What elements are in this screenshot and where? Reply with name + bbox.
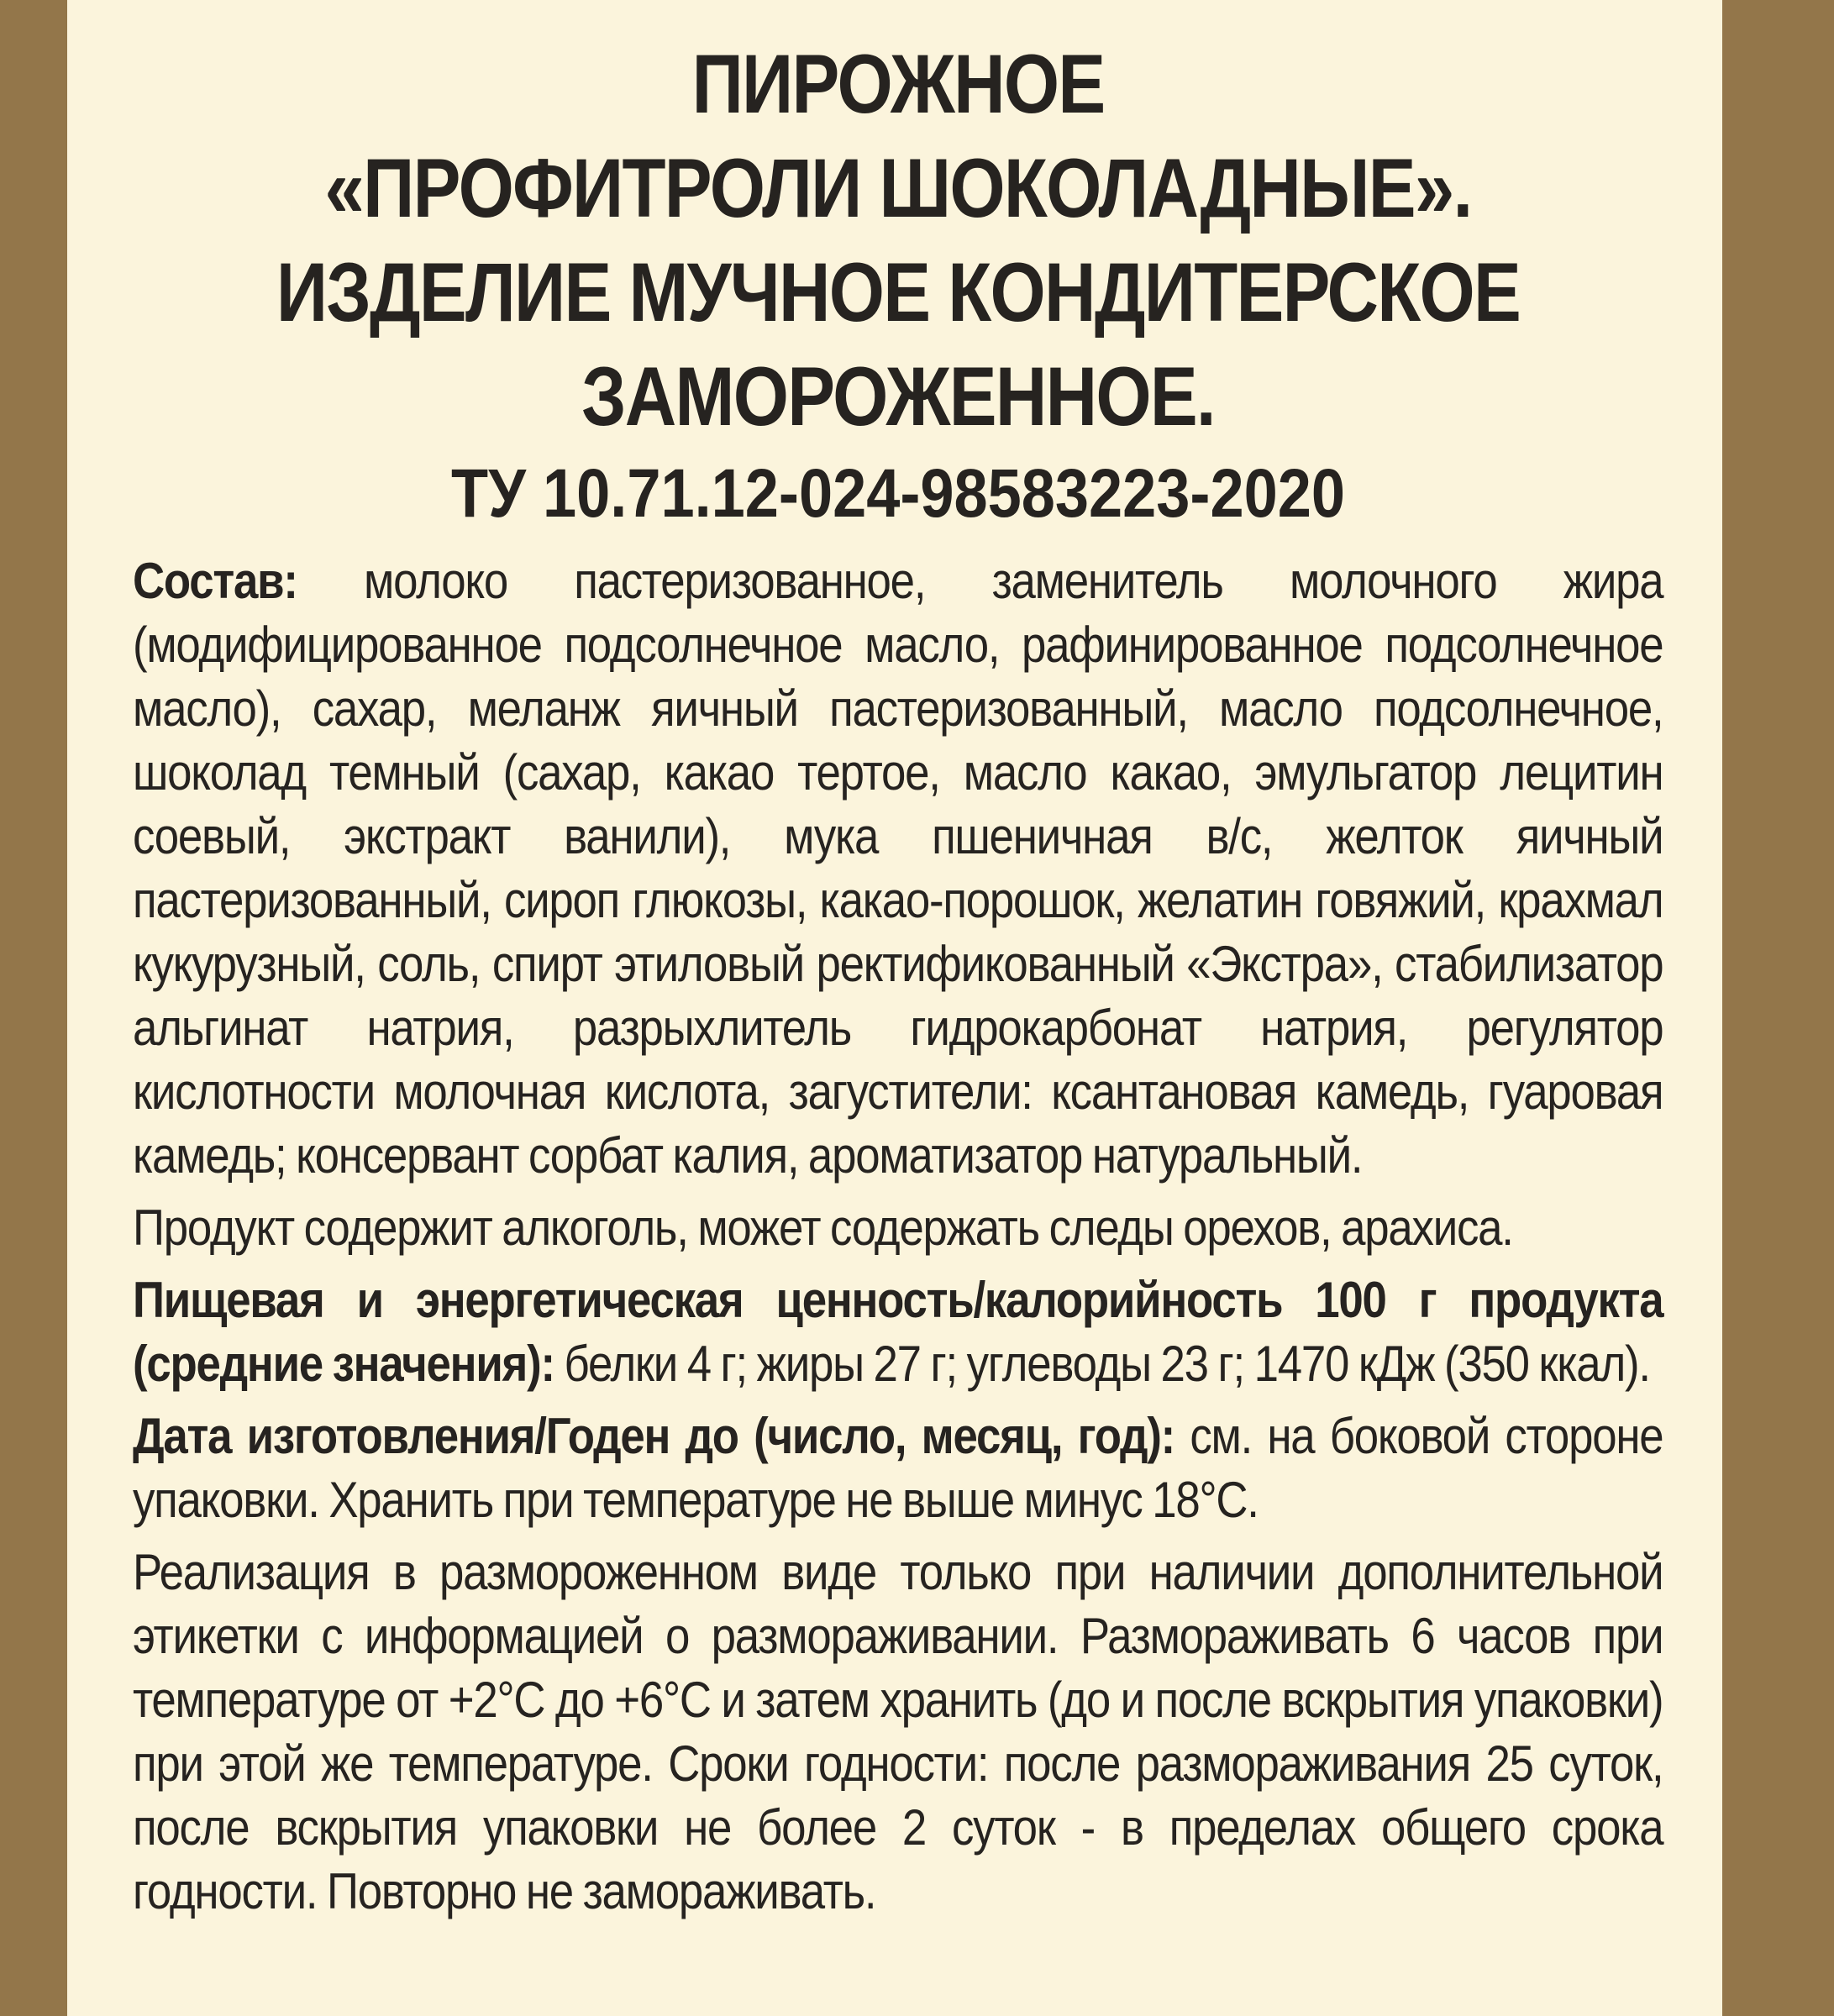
technical-specification: ТУ 10.71.12-024-98583223-2020 <box>451 455 1345 532</box>
nutrition-paragraph <box>133 1268 1663 1396</box>
composition-paragraph <box>133 549 1663 1188</box>
left-border-strip <box>0 0 67 2016</box>
thaw-instructions: Реализация в размороженном виде только при наличии дополнительной этикетки с информацией о размораживании. Размораживать 6 часов при температуре от +2°С до +6°С и затем хранить (до и после вскрытия упаковки) при этой же температуре. Сроки годности: после размораживания 25 суток, после вскрытия упаковки не более 2 суток - в пределах общего срока годности. Повторно не замораживать. <box>133 1544 1663 1919</box>
right-border-strip <box>1722 0 1834 2016</box>
dates-paragraph <box>133 1404 1663 1532</box>
product-label <box>67 0 1722 2016</box>
dates-text: см. на боковой стороне упаковки. Хранить при температуре не выше минус 18°С. <box>133 1408 1663 1528</box>
composition-title: Состав: <box>133 553 297 609</box>
product-title-line-3: ИЗДЕЛИЕ МУЧНОЕ КОНДИТЕРСКОЕ <box>276 245 1521 339</box>
allergen-note: Продукт содержит алкоголь, может содержать следы орехов, арахиса. <box>133 1200 1513 1256</box>
product-title-line-2: «ПРОФИТРОЛИ ШОКОЛАДНЫЕ». <box>324 141 1472 234</box>
label-body <box>133 549 1663 1924</box>
product-title-line-4: ЗАМОРОЖЕННОЕ. <box>581 349 1215 443</box>
composition-text: молоко пастеризованное, заменитель молочного жира (модифицированное подсолнечное масло, рафинированное подсолнечное масло), сахар, меланж яичный пастеризованный, масло подсолнечное, шоколад темный (сахар, какао тертое, масло какао, эмульгатор лецитин соевый, экстракт ванили), мука пшеничная в/с, желток яичный пастеризованный, сироп глюкозы, какао-порошок, желатин говяжий, крахмал кукурузный, соль, спирт этиловый ректификованный «Экстра», стабилизатор альгинат натрия, разрыхлитель гидрокарбонат натрия, регулятор кислотности молочная кислота, загустители: ксантановая камедь, гуаровая камедь; консервант сорбат калия, ароматизатор натуральный. <box>133 553 1663 1184</box>
nutrition-text: белки 4 г; жиры 27 г; углеводы 23 г; 1470 кДж (350 ккал). <box>564 1336 1650 1392</box>
product-title-line-1: ПИРОЖНОЕ <box>691 37 1105 130</box>
nutrition-title: Пищевая и энергетическая ценность/калорийность 100 г продукта (средние значения): <box>133 1272 1663 1392</box>
dates-title: Дата изготовления/Годен до (число, месяц, год): <box>133 1408 1175 1464</box>
product-title <box>240 32 1557 449</box>
